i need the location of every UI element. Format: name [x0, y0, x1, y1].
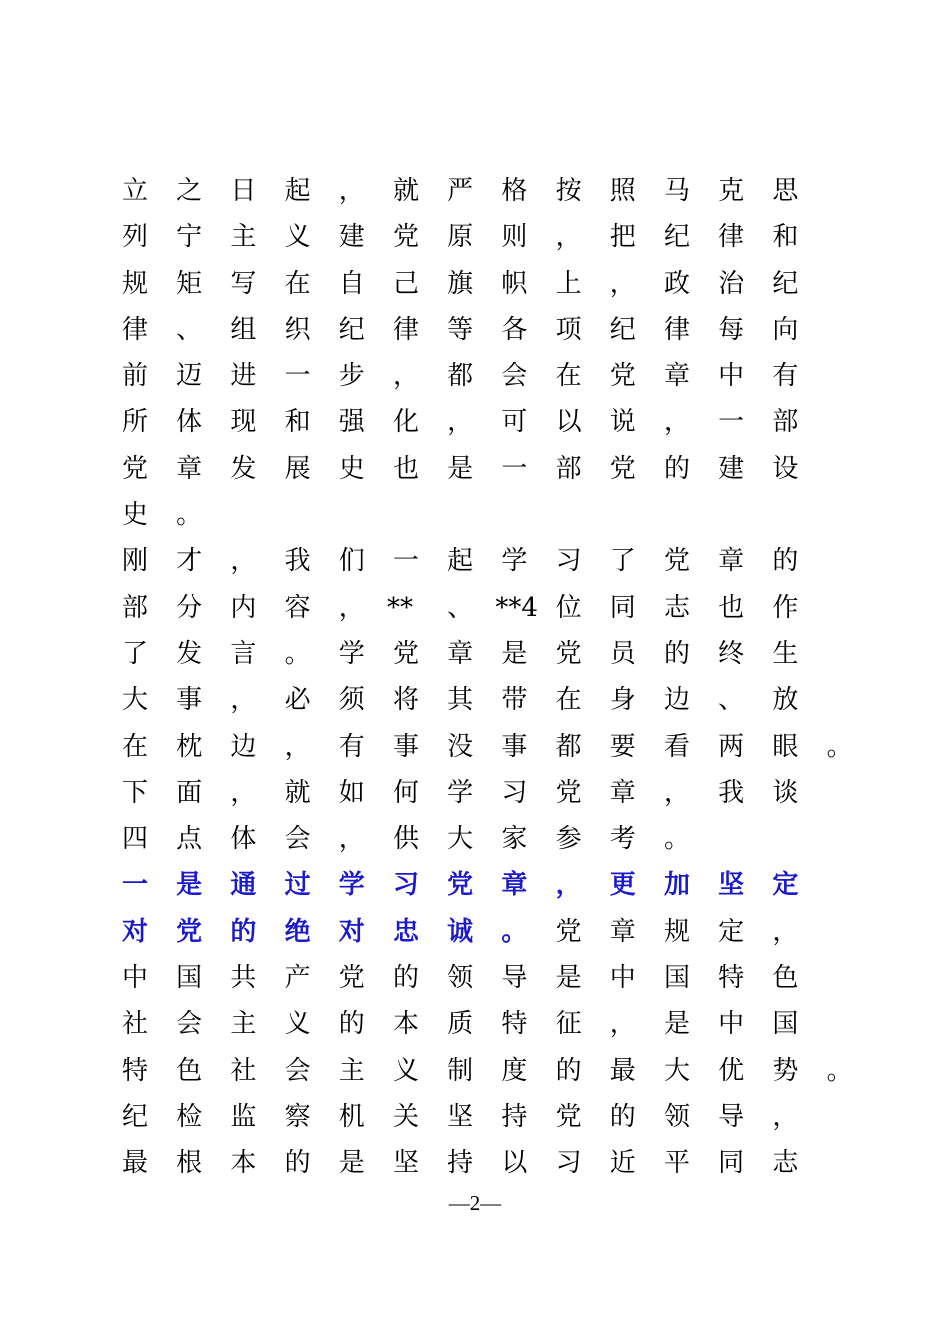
text-char: ，: [230, 546, 257, 577]
text-char: 织: [284, 314, 311, 345]
text-char: 、: [718, 685, 745, 716]
text-char: 国: [176, 963, 203, 994]
text-char: 忠: [392, 916, 419, 947]
text-line: [120, 307, 810, 353]
text-char: 党: [392, 222, 419, 253]
text-char: 党: [555, 638, 582, 669]
text-char: 。: [176, 500, 203, 531]
text-char: 同: [718, 1148, 745, 1179]
text-char: 我: [284, 546, 311, 577]
text-line: [120, 492, 810, 538]
text-char: 下: [121, 777, 148, 808]
text-char: 自: [338, 268, 365, 299]
text-char: 是: [555, 963, 582, 994]
text-line: [120, 816, 810, 862]
text-char: 习: [555, 1148, 582, 1179]
text-char: 何: [392, 777, 419, 808]
text-char: 旗: [447, 268, 474, 299]
text-char: 大: [663, 1055, 690, 1086]
text-char: ，: [555, 222, 582, 253]
text-char: 党: [555, 1101, 582, 1132]
text-char: 建: [718, 453, 745, 484]
text-char: 党: [447, 870, 474, 901]
text-char: 察: [284, 1101, 311, 1132]
text-char: 列: [121, 222, 148, 253]
text-char: 的: [555, 1055, 582, 1086]
text-char: 建: [338, 222, 365, 253]
text-char: 章: [609, 777, 636, 808]
text-char: 学: [447, 777, 474, 808]
text-char: 党: [609, 453, 636, 484]
text-char: 纪: [663, 222, 690, 253]
text-char: 事: [501, 731, 528, 762]
text-char: 内: [230, 592, 257, 623]
text-char: 党: [663, 546, 690, 577]
text-char: 质: [447, 1009, 474, 1040]
text-char: 社: [121, 1009, 148, 1040]
text-char: 章: [447, 638, 474, 669]
text-char: 。: [826, 1055, 853, 1086]
text-char: 中: [718, 361, 745, 392]
text-char: 以: [555, 407, 582, 438]
text-char: 宁: [176, 222, 203, 253]
text-char: 纪: [772, 268, 799, 299]
text-line: [120, 399, 810, 445]
text-char: 眼: [772, 731, 799, 762]
text-char: 帜: [501, 268, 528, 299]
text-char: 。: [284, 638, 311, 669]
text-char: 势: [772, 1055, 799, 1086]
text-char: 在: [284, 268, 311, 299]
text-char: 须: [338, 685, 365, 716]
text-char: 史: [121, 500, 148, 531]
text-char: 律: [121, 314, 148, 345]
text-char: 大: [121, 685, 148, 716]
text-char: 章: [609, 916, 636, 947]
text-line: [120, 909, 810, 955]
text-char: 边: [663, 685, 690, 716]
text-line: [120, 770, 810, 816]
text-char: 也: [718, 592, 745, 623]
text-char: 如: [338, 777, 365, 808]
text-char: 己: [392, 268, 419, 299]
text-char: 坚: [447, 1101, 474, 1132]
text-char: ，: [663, 777, 690, 808]
text-line: [120, 538, 810, 584]
text-char: 在: [121, 731, 148, 762]
text-char: 是: [663, 1009, 690, 1040]
text-char: 。: [501, 916, 528, 947]
text-char: 习: [392, 870, 419, 901]
text-char: 领: [663, 1101, 690, 1132]
text-char: 供: [392, 824, 419, 855]
text-char: 都: [447, 361, 474, 392]
text-char: 言: [230, 638, 257, 669]
text-char: 主: [230, 1009, 257, 1040]
text-char: 上: [555, 268, 582, 299]
text-char: 发: [176, 638, 203, 669]
text-char: 作: [772, 592, 799, 623]
text-char: 了: [121, 638, 148, 669]
text-char: 义: [392, 1055, 419, 1086]
text-char: 导: [501, 963, 528, 994]
text-char: 更: [609, 870, 636, 901]
text-char: 中: [121, 963, 148, 994]
text-char: 边: [230, 731, 257, 762]
text-char: 起: [447, 546, 474, 577]
text-char: 面: [176, 777, 203, 808]
text-char: 会: [501, 361, 528, 392]
text-char: 律: [392, 314, 419, 345]
text-char: 原: [447, 222, 474, 253]
text-char: 色: [772, 963, 799, 994]
text-char: 写: [230, 268, 257, 299]
text-char: 章: [663, 361, 690, 392]
text-char: 过: [284, 870, 311, 901]
text-char: 政: [663, 268, 690, 299]
text-char: 展: [284, 453, 311, 484]
text-char: ，: [447, 407, 474, 438]
text-char: 同: [609, 592, 636, 623]
text-line: [120, 631, 810, 677]
text-char: 其: [447, 685, 474, 716]
text-char: 设: [772, 453, 799, 484]
text-char: 度: [501, 1055, 528, 1086]
text-char: ，: [338, 176, 365, 206]
text-char: 特: [121, 1055, 148, 1086]
text-char: 习: [555, 546, 582, 577]
text-char: 是: [176, 870, 203, 901]
text-char: 看: [663, 731, 690, 762]
text-char: ，: [230, 777, 257, 808]
text-char: 谈: [772, 777, 799, 808]
text-char: 纪: [121, 1101, 148, 1132]
text-char: 特: [501, 1009, 528, 1040]
text-line: [120, 1048, 853, 1094]
text-char: 国: [772, 1009, 799, 1040]
text-char: 优: [718, 1055, 745, 1086]
body-text: [120, 168, 853, 1187]
text-char: 本: [230, 1148, 257, 1179]
text-char: 中: [718, 1009, 745, 1040]
text-char: 党: [176, 916, 203, 947]
text-char: ，: [663, 407, 690, 438]
text-char: 的: [338, 1009, 365, 1040]
text-char: ，: [609, 268, 636, 299]
text-char: **: [387, 592, 413, 623]
text-char: 我: [718, 777, 745, 808]
text-line: [120, 168, 810, 214]
text-char: 主: [230, 222, 257, 253]
text-char: 色: [176, 1055, 203, 1086]
text-char: 最: [121, 1148, 148, 1179]
text-char: 都: [555, 731, 582, 762]
text-line: [120, 955, 810, 1001]
text-char: 前: [121, 361, 148, 392]
text-char: 一: [121, 870, 148, 901]
text-char: 起: [284, 176, 311, 206]
text-char: 近: [609, 1148, 636, 1179]
text-char: 体: [230, 824, 257, 855]
text-char: 就: [392, 176, 419, 206]
text-char: 的: [230, 916, 257, 947]
text-char: 产: [284, 963, 311, 994]
text-char: 之: [176, 176, 203, 206]
text-char: 学: [338, 870, 365, 901]
text-char: 坚: [392, 1148, 419, 1179]
text-char: 思: [772, 176, 799, 206]
text-char: 党: [392, 638, 419, 669]
text-char: 按: [555, 176, 582, 206]
text-char: 容: [284, 592, 311, 623]
text-char: ，: [284, 731, 311, 762]
text-line: [120, 862, 810, 908]
text-char: 才: [176, 546, 203, 577]
text-char: ，: [555, 870, 582, 901]
text-char: 和: [772, 222, 799, 253]
text-char: 一: [284, 361, 311, 392]
text-line: [120, 1140, 810, 1186]
page-number: —2—: [448, 1191, 502, 1215]
text-char: 体: [176, 407, 203, 438]
text-char: 史: [338, 453, 365, 484]
text-char: 坚: [718, 870, 745, 901]
text-char: ，: [392, 361, 419, 392]
text-char: ，: [338, 824, 365, 855]
text-char: 所: [121, 407, 148, 438]
text-char: 则: [501, 222, 528, 253]
text-char: 党: [121, 453, 148, 484]
text-char: 的: [663, 453, 690, 484]
text-char: 迈: [176, 361, 203, 392]
text-char: 部: [772, 407, 799, 438]
text-char: 志: [772, 1148, 799, 1179]
text-char: 每: [718, 314, 745, 345]
text-char: 马: [663, 176, 690, 206]
text-line: [120, 677, 810, 723]
text-char: 把: [609, 222, 636, 253]
text-char: 大: [447, 824, 474, 855]
text-line: [120, 724, 853, 770]
text-char: 持: [447, 1148, 474, 1179]
text-char: 党: [338, 963, 365, 994]
text-char: 严: [447, 176, 474, 206]
text-char: 位: [555, 592, 582, 623]
text-char: 各: [501, 314, 528, 345]
text-char: 带: [501, 685, 528, 716]
text-char: 加: [663, 870, 690, 901]
text-char: 化: [392, 407, 419, 438]
text-char: 是: [338, 1148, 365, 1179]
text-char: 党: [609, 361, 636, 392]
text-char: 中: [609, 963, 636, 994]
text-char: 根: [176, 1148, 203, 1179]
text-char: 的: [663, 638, 690, 669]
text-char: 通: [230, 870, 257, 901]
text-char: 学: [501, 546, 528, 577]
text-char: 社: [230, 1055, 257, 1086]
text-char: 现: [230, 407, 257, 438]
text-char: 克: [718, 176, 745, 206]
text-char: ，: [338, 592, 365, 623]
text-char: 终: [718, 638, 745, 669]
text-char: 会: [176, 1009, 203, 1040]
text-char: 身: [609, 685, 636, 716]
text-char: 习: [501, 777, 528, 808]
text-line: [120, 1001, 810, 1047]
text-char: 日: [230, 176, 257, 206]
text-char: 刚: [121, 546, 148, 577]
text-char: 必: [284, 685, 311, 716]
text-char: 定: [772, 870, 799, 901]
text-char: 最: [609, 1055, 636, 1086]
text-char: 事: [176, 685, 203, 716]
text-line: [120, 214, 810, 260]
text-char: 特: [718, 963, 745, 994]
text-char: 照: [609, 176, 636, 206]
text-char: ，: [772, 916, 799, 947]
text-char: 以: [501, 1148, 528, 1179]
text-char: 章: [718, 546, 745, 577]
text-char: 的: [284, 1148, 311, 1179]
text-char: 诚: [447, 916, 474, 947]
text-char: 。: [826, 731, 853, 762]
text-char: 监: [230, 1101, 257, 1132]
text-char: 部: [121, 592, 148, 623]
text-line: [120, 353, 810, 399]
text-char: 向: [772, 314, 799, 345]
text-char: ，: [772, 1101, 799, 1132]
text-char: 机: [338, 1101, 365, 1132]
text-char: 领: [447, 963, 474, 994]
text-char: 、: [176, 314, 203, 345]
text-char: 要: [609, 731, 636, 762]
text-char: 和: [284, 407, 311, 438]
text-char: 立: [121, 176, 148, 206]
text-char: 规: [121, 268, 148, 299]
text-line: [120, 585, 810, 631]
text-char: 党: [555, 777, 582, 808]
text-char: 一: [392, 546, 419, 577]
text-char: 两: [718, 731, 745, 762]
text-char: 义: [284, 1009, 311, 1040]
text-char: 持: [501, 1101, 528, 1132]
text-char: 平: [663, 1148, 690, 1179]
text-char: 定: [718, 916, 745, 947]
text-char: 章: [501, 870, 528, 901]
text-char: 进: [230, 361, 257, 392]
text-char: 说: [609, 407, 636, 438]
text-char: 纪: [609, 314, 636, 345]
text-char: 部: [555, 453, 582, 484]
text-char: 志: [663, 592, 690, 623]
text-char: 步: [338, 361, 365, 392]
text-char: 共: [230, 963, 257, 994]
text-char: 组: [230, 314, 257, 345]
text-char: 律: [718, 222, 745, 253]
text-char: 事: [392, 731, 419, 762]
text-char: 导: [718, 1101, 745, 1132]
text-char: 、: [447, 592, 474, 623]
text-char: 党: [555, 916, 582, 947]
text-char: 格: [501, 176, 528, 206]
text-char: 没: [447, 731, 474, 762]
text-char: 放: [772, 685, 799, 716]
text-char: 一: [718, 407, 745, 438]
text-char: 有: [338, 731, 365, 762]
text-line: [120, 446, 810, 492]
text-char: 的: [392, 963, 419, 994]
text-char: 们: [338, 546, 365, 577]
text-char: 律: [663, 314, 690, 345]
text-char: 分: [176, 592, 203, 623]
text-char: 对: [338, 916, 365, 947]
text-char: 对: [121, 916, 148, 947]
text-char: 点: [176, 824, 203, 855]
text-char: 也: [392, 453, 419, 484]
text-char: 可: [501, 407, 528, 438]
text-char: 主: [338, 1055, 365, 1086]
text-char: 治: [718, 268, 745, 299]
text-char: 员: [609, 638, 636, 669]
text-char: 的: [609, 1101, 636, 1132]
text-char: 等: [447, 314, 474, 345]
text-char: 征: [555, 1009, 582, 1040]
text-char: 在: [555, 685, 582, 716]
text-char: ，: [230, 685, 257, 716]
text-char: 关: [392, 1101, 419, 1132]
text-char: ，: [609, 1009, 636, 1040]
text-char: **4: [495, 592, 538, 623]
text-char: 会: [284, 824, 311, 855]
text-char: 规: [663, 916, 690, 947]
text-char: 检: [176, 1101, 203, 1132]
text-line: [120, 261, 810, 307]
text-char: 四: [121, 824, 148, 855]
text-char: 生: [772, 638, 799, 669]
text-char: 就: [284, 777, 311, 808]
text-char: 国: [663, 963, 690, 994]
text-char: 绝: [284, 916, 311, 947]
text-char: 一: [501, 453, 528, 484]
text-char: 有: [772, 361, 799, 392]
text-char: 本: [392, 1009, 419, 1040]
text-char: 会: [284, 1055, 311, 1086]
text-char: 。: [663, 824, 690, 855]
text-char: 在: [555, 361, 582, 392]
text-char: 考: [609, 824, 636, 855]
text-char: 了: [609, 546, 636, 577]
text-char: 参: [555, 824, 582, 855]
text-char: 制: [447, 1055, 474, 1086]
text-char: 是: [501, 638, 528, 669]
text-char: 章: [176, 453, 203, 484]
text-char: 矩: [176, 268, 203, 299]
text-char: 将: [392, 685, 419, 716]
text-char: 家: [501, 824, 528, 855]
text-char: 强: [338, 407, 365, 438]
text-char: 项: [555, 314, 582, 345]
text-char: 的: [772, 546, 799, 577]
text-char: 学: [338, 638, 365, 669]
text-char: 义: [284, 222, 311, 253]
text-char: 发: [230, 453, 257, 484]
text-char: 枕: [176, 731, 203, 762]
text-char: 纪: [338, 314, 365, 345]
text-line: [120, 1094, 810, 1140]
text-char: 是: [447, 453, 474, 484]
